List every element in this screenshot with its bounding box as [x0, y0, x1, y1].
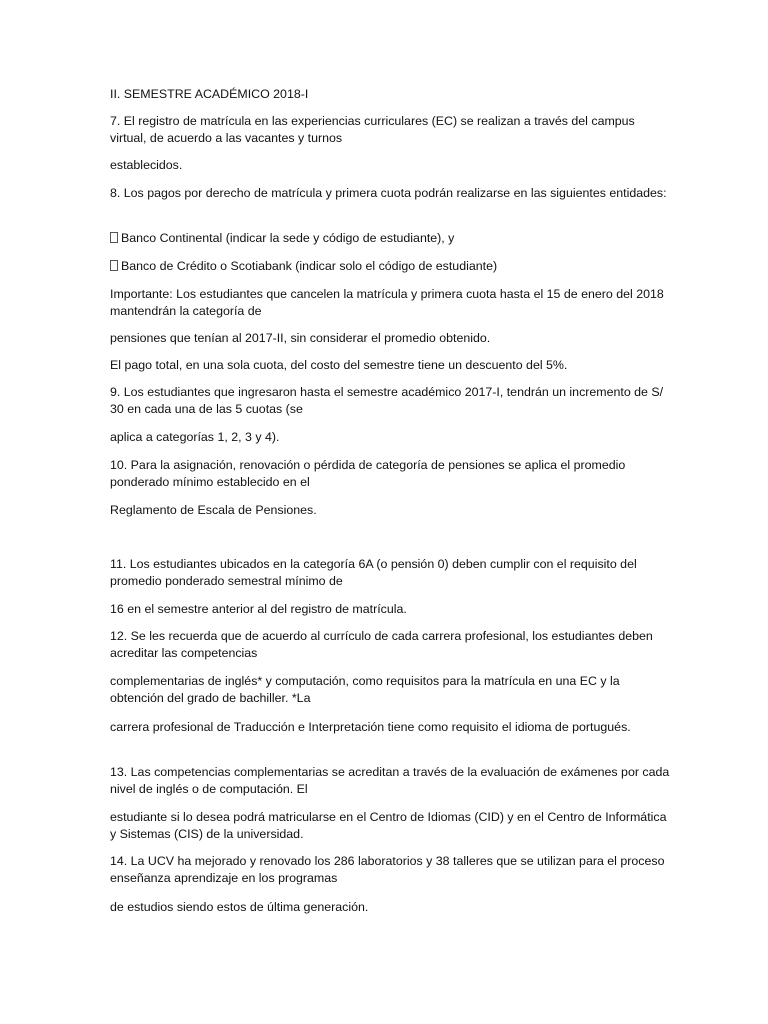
paragraph-12-note: carrera profesional de Traducción e Interpretación tiene como requisito el idioma de portugués.	[110, 720, 631, 734]
bank-option-credito	[110, 258, 670, 275]
paragraph-14: 14. La UCV ha mejorado y renovado los 286 laboratorios y 38 talleres que se utilizan para el proceso enseñanza aprendizaje en los programas	[110, 854, 665, 885]
paragraph-7: 7. El registro de matrícula en las experiencias curriculares (EC) se realizan a través del campus virtual, de acuerdo a las vacantes y turnos	[110, 114, 635, 145]
important-note: Importante: Los estudiantes que cancelen la matrícula y primera cuota hasta el 15 de enero del 2018 mantendrán la categoría de	[110, 287, 664, 318]
paragraph-14-continued: de estudios siendo estos de última generación.	[110, 900, 369, 914]
paragraph-10-continued: Reglamento de Escala de Pensiones.	[110, 503, 317, 517]
important-note-continued: pensiones que tenían al 2017-II, sin considerar el promedio obtenido.	[110, 331, 491, 345]
paragraph-11: 11. Los estudiantes ubicados en la categoría 6A (o pensión 0) deben cumplir con el requisito del promedio ponderado semestral mínimo de	[110, 557, 637, 588]
bank-option-text: Banco de Crédito o Scotiabank (indicar solo el código de estudiante)	[121, 259, 498, 273]
paragraph-13-continued: estudiante si lo desea podrá matricularse en el Centro de Idiomas (CID) y en el Centro de Informática y Sistemas (CIS) de la universidad.	[110, 810, 667, 841]
paragraph-12: 12. Se les recuerda que de acuerdo al currículo de cada carrera profesional, los estudiantes deben acreditar las competencias	[110, 629, 653, 660]
paragraph-8: 8. Los pagos por derecho de matrícula y primera cuota podrán realizarse en las siguientes entidades:	[110, 186, 667, 200]
paragraph-12-continued: complementarias de inglés* y computación, como requisitos para la matrícula en una EC y la obtención del grado de bachiller. *La	[110, 674, 620, 705]
paragraph-9-continued: aplica a categorías 1, 2, 3 y 4).	[110, 430, 280, 444]
bank-option-text: Banco Continental (indicar la sede y código de estudiante), y	[121, 231, 455, 245]
paragraph-11-continued: 16 en el semestre anterior al del registro de matrícula.	[110, 602, 407, 616]
section-heading: II. SEMESTRE ACADÉMICO 2018-I	[110, 87, 309, 101]
discount-note: El pago total, en una sola cuota, del costo del semestre tiene un descuento del 5%.	[110, 358, 568, 372]
bank-option-continental	[110, 230, 670, 247]
paragraph-10: 10. Para la asignación, renovación o pérdida de categoría de pensiones se aplica el promedio ponderado mínimo establecido en el	[110, 458, 626, 489]
missing-glyph-icon	[110, 260, 118, 271]
missing-glyph-icon	[110, 232, 118, 243]
paragraph-9: 9. Los estudiantes que ingresaron hasta el semestre académico 2017-I, tendrán un incremento de S/ 30 en cada una de las 5 cuotas (se	[110, 385, 664, 416]
paragraph-13: 13. Las competencias complementarias se acreditan a través de la evaluación de exámenes por cada nivel de inglés o de computación. El	[110, 765, 670, 796]
paragraph-7-continued: establecidos.	[110, 158, 183, 172]
